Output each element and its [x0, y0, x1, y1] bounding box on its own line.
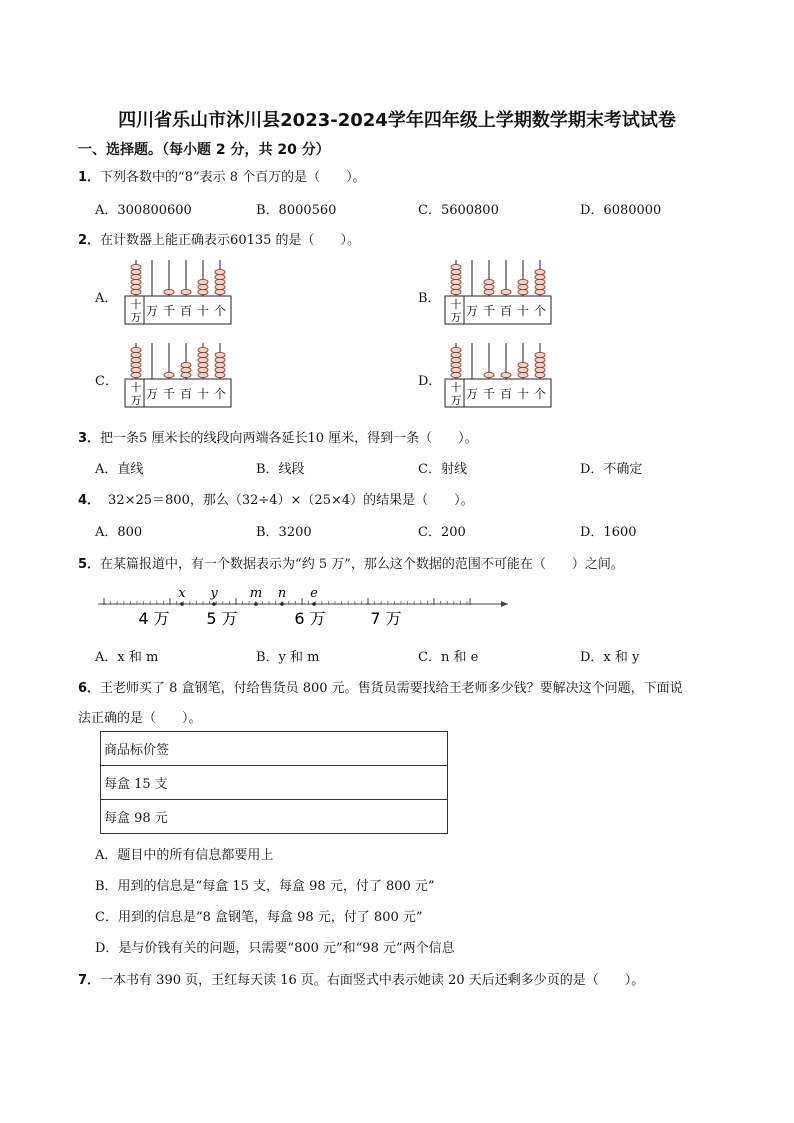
abacus-place-label: 万: [145, 387, 159, 401]
q4-option-b[interactable]: B．3200: [256, 525, 312, 540]
abacus-bead: [198, 372, 208, 377]
abacus-place-label: 十: [196, 387, 210, 401]
abacus-bead: [131, 357, 141, 362]
number-line-point: [180, 602, 184, 606]
abacus-bead: [131, 289, 141, 294]
abacus-bead: [484, 279, 494, 284]
abacus-bead: [215, 289, 225, 294]
question-2: [78, 229, 360, 248]
abacus-place-label: 万: [465, 304, 479, 318]
abacus-bead: [181, 362, 191, 367]
q6-option-d[interactable]: D．是与价钱有关的问题，只需要“800 元”和“98 元”两个信息: [95, 941, 455, 956]
abacus-c: [124, 341, 234, 411]
abacus-bead: [484, 284, 494, 289]
table-cell: 商品标价签: [101, 732, 448, 766]
abacus-bead: [215, 372, 225, 377]
abacus-bead: [451, 352, 461, 357]
number-line-point-label: e: [310, 586, 318, 601]
abacus-place-label: 十: [450, 298, 462, 311]
abacus-bead: [215, 284, 225, 289]
abacus-bead: [131, 284, 141, 289]
abacus-bead: [535, 352, 545, 357]
abacus-place-label: 个: [213, 387, 227, 401]
abacus-place-label: 十: [516, 387, 530, 401]
abacus-place-label: 百: [179, 387, 193, 401]
q5-option-b[interactable]: B．y 和 m: [256, 650, 320, 665]
abacus-bead: [215, 279, 225, 284]
abacus-bead: [215, 274, 225, 279]
abacus-bead: [535, 269, 545, 274]
table-row: [101, 800, 448, 834]
abacus-place-label: 百: [499, 387, 513, 401]
q3-option-d[interactable]: D．不确定: [580, 462, 643, 477]
abacus-bead: [198, 289, 208, 294]
q4-option-c[interactable]: C．200: [418, 525, 466, 540]
abacus-place-label: 个: [213, 304, 227, 318]
abacus-place-label: 万: [130, 394, 142, 407]
number-line-point: [212, 602, 216, 606]
abacus-bead: [535, 289, 545, 294]
abacus-bead: [131, 347, 141, 352]
abacus-bead: [451, 362, 461, 367]
abacus-bead: [501, 289, 511, 294]
abacus-bead: [131, 264, 141, 269]
abacus-place-label: 万: [130, 311, 142, 324]
question-text: 32×25＝800，那么（32÷4）×（25×4）的结果是（ ）。: [108, 493, 474, 508]
number-line-point-label: n: [277, 586, 287, 601]
abacus-bead: [198, 284, 208, 289]
abacus-place-label: 百: [499, 304, 513, 318]
q1-option-c[interactable]: C．5600800: [418, 203, 499, 218]
abacus-bead: [484, 289, 494, 294]
price-tag-table: [100, 731, 448, 834]
q1-option-b[interactable]: B．8000560: [256, 203, 337, 218]
abacus-bead: [131, 274, 141, 279]
q6-option-b[interactable]: B．用到的信息是“每盒 15 支，每盒 98 元，付了 800 元”: [95, 879, 435, 894]
number-line-point: [280, 602, 284, 606]
abacus-place-label: 十: [516, 304, 530, 318]
q2-option-c[interactable]: C．: [95, 374, 118, 389]
abacus-bead: [501, 372, 511, 377]
number-line-point: [312, 602, 316, 606]
abacus-bead: [131, 269, 141, 274]
abacus-bead: [535, 367, 545, 372]
abacus-place-label: 十: [130, 298, 142, 311]
number-line-point-label: m: [249, 586, 263, 601]
q3-option-c[interactable]: C．射线: [418, 462, 467, 477]
question-3: [78, 427, 478, 446]
question-text: 在计数器上能正确表示60135 的是（ ）。: [100, 233, 361, 248]
number-line: [96, 582, 516, 630]
abacus-bead: [535, 284, 545, 289]
arrow-icon: [501, 601, 508, 607]
abacus-bead: [451, 357, 461, 362]
abacus-bead: [215, 352, 225, 357]
abacus-bead: [215, 357, 225, 362]
abacus-bead: [131, 279, 141, 284]
abacus-bead: [451, 264, 461, 269]
page-title: 四川省乐山市沐川县2023-2024学年四年级上学期数学期末考试试卷: [118, 110, 676, 131]
abacus-bead: [518, 289, 528, 294]
abacus-bead: [451, 289, 461, 294]
q1-option-d[interactable]: D．6080000: [580, 203, 662, 218]
number-line-point-label: y: [210, 586, 218, 601]
abacus-place-label: 万: [465, 387, 479, 401]
abacus-bead: [451, 367, 461, 372]
question-text: 把一条5 厘米长的线段向两端各延长10 厘米，得到一条（ ）。: [100, 431, 478, 446]
abacus-bead: [131, 367, 141, 372]
q4-option-a[interactable]: A．800: [95, 525, 143, 540]
abacus-bead: [535, 357, 545, 362]
abacus-bead: [215, 367, 225, 372]
question-text: 在某篇报道中，有一个数据表示为“约 5 万”，那么这个数据的范围不可能在（ ）之间。: [100, 557, 624, 572]
question-number: 2．: [78, 233, 101, 248]
abacus-place-label: 十: [130, 381, 142, 394]
q2-option-b[interactable]: B．: [418, 291, 441, 306]
abacus-bead: [451, 274, 461, 279]
table-cell: 每盒 15 支: [101, 766, 448, 800]
abacus-place-label: 十: [196, 304, 210, 318]
question-number: 1．: [78, 170, 101, 185]
abacus-place-label: 万: [450, 311, 462, 324]
abacus-bead: [215, 362, 225, 367]
abacus-bead: [131, 362, 141, 367]
q6-option-c[interactable]: C．用到的信息是“8 盒钢笔，每盒 98 元，付了 800 元”: [95, 910, 423, 925]
question-7: [78, 969, 644, 988]
abacus-bead: [215, 269, 225, 274]
table-row: [101, 732, 448, 766]
abacus-place-label: 千: [482, 387, 496, 401]
abacus-bead: [198, 362, 208, 367]
abacus-place-label: 个: [533, 304, 547, 318]
abacus-bead: [535, 362, 545, 367]
abacus-bead: [198, 367, 208, 372]
q5-option-c[interactable]: C．n 和 e: [418, 650, 479, 665]
number-line-label: 6 万: [294, 609, 326, 628]
abacus-bead: [164, 289, 174, 294]
abacus-place-label: 千: [162, 387, 176, 401]
abacus-place-label: 个: [533, 387, 547, 401]
number-line-label: 4 万: [138, 609, 170, 628]
abacus-place-label: 万: [145, 304, 159, 318]
abacus-bead: [198, 352, 208, 357]
q3-option-a[interactable]: A．直线: [95, 462, 144, 477]
question-4: [78, 489, 474, 508]
q2-option-a[interactable]: A．: [95, 291, 118, 306]
abacus-a: [124, 258, 234, 328]
q4-option-d[interactable]: D．1600: [580, 525, 637, 540]
number-line-point-label: x: [178, 586, 186, 601]
abacus-bead: [535, 372, 545, 377]
abacus-bead: [451, 269, 461, 274]
abacus-bead: [181, 367, 191, 372]
question-number: 7．: [78, 973, 101, 988]
question-text: 下列各数中的“8”表示 8 个百万的是（ ）。: [100, 170, 366, 185]
q5-option-d[interactable]: D．x 和 y: [580, 650, 640, 665]
question-number: 5．: [78, 557, 101, 572]
abacus-b: [444, 258, 554, 328]
question-number: 3．: [78, 431, 101, 446]
abacus-bead: [484, 372, 494, 377]
question-number: 6．: [78, 681, 101, 696]
table-cell: 每盒 98 元: [101, 800, 448, 834]
question-5: [78, 553, 624, 572]
abacus-bead: [518, 367, 528, 372]
number-line-label: 5 万: [206, 609, 238, 628]
table-row: [101, 766, 448, 800]
q3-option-b[interactable]: B．线段: [256, 462, 305, 477]
number-line-label: 7 万: [370, 609, 402, 628]
q5-option-a[interactable]: A．x 和 m: [95, 650, 159, 665]
q6-option-a[interactable]: A．题目中的所有信息都要用上: [95, 848, 274, 863]
abacus-place-label: 万: [450, 394, 462, 407]
abacus-bead: [198, 279, 208, 284]
abacus-bead: [198, 347, 208, 352]
question-text: 王老师买了 8 盒钢笔，付给售货员 800 元。售货员需要找给王老师多少钱？要解决这个问题，下面说: [100, 681, 683, 696]
abacus-bead: [518, 279, 528, 284]
question-number: 4．: [78, 493, 101, 508]
section-heading: 一、选择题。（每小题 2 分，共 20 分）: [78, 142, 330, 158]
abacus-bead: [451, 279, 461, 284]
abacus-bead: [518, 372, 528, 377]
abacus-bead: [518, 284, 528, 289]
q1-option-a[interactable]: A．300800600: [95, 203, 192, 218]
abacus-place-label: 千: [482, 304, 496, 318]
abacus-bead: [181, 372, 191, 377]
abacus-place-label: 十: [450, 381, 462, 394]
abacus-place-label: 百: [179, 304, 193, 318]
abacus-bead: [451, 347, 461, 352]
abacus-bead: [164, 372, 174, 377]
abacus-bead: [518, 362, 528, 367]
abacus-bead: [181, 289, 191, 294]
abacus-place-label: 千: [162, 304, 176, 318]
abacus-bead: [535, 279, 545, 284]
question-1: [78, 166, 366, 185]
abacus-bead: [198, 357, 208, 362]
q2-option-d[interactable]: D．: [418, 374, 442, 389]
abacus-bead: [131, 372, 141, 377]
abacus-bead: [451, 284, 461, 289]
abacus-bead: [131, 352, 141, 357]
question-text: 一本书有 390 页，王红每天读 16 页。右面竖式中表示她读 20 天后还剩多少页的是（ ）。: [100, 973, 645, 988]
number-line-point: [254, 602, 258, 606]
question-6: [78, 677, 683, 696]
question-6-line2: 法正确的是（ ）。: [78, 711, 202, 726]
abacus-bead: [535, 274, 545, 279]
abacus-bead: [451, 372, 461, 377]
abacus-d: [444, 341, 554, 411]
